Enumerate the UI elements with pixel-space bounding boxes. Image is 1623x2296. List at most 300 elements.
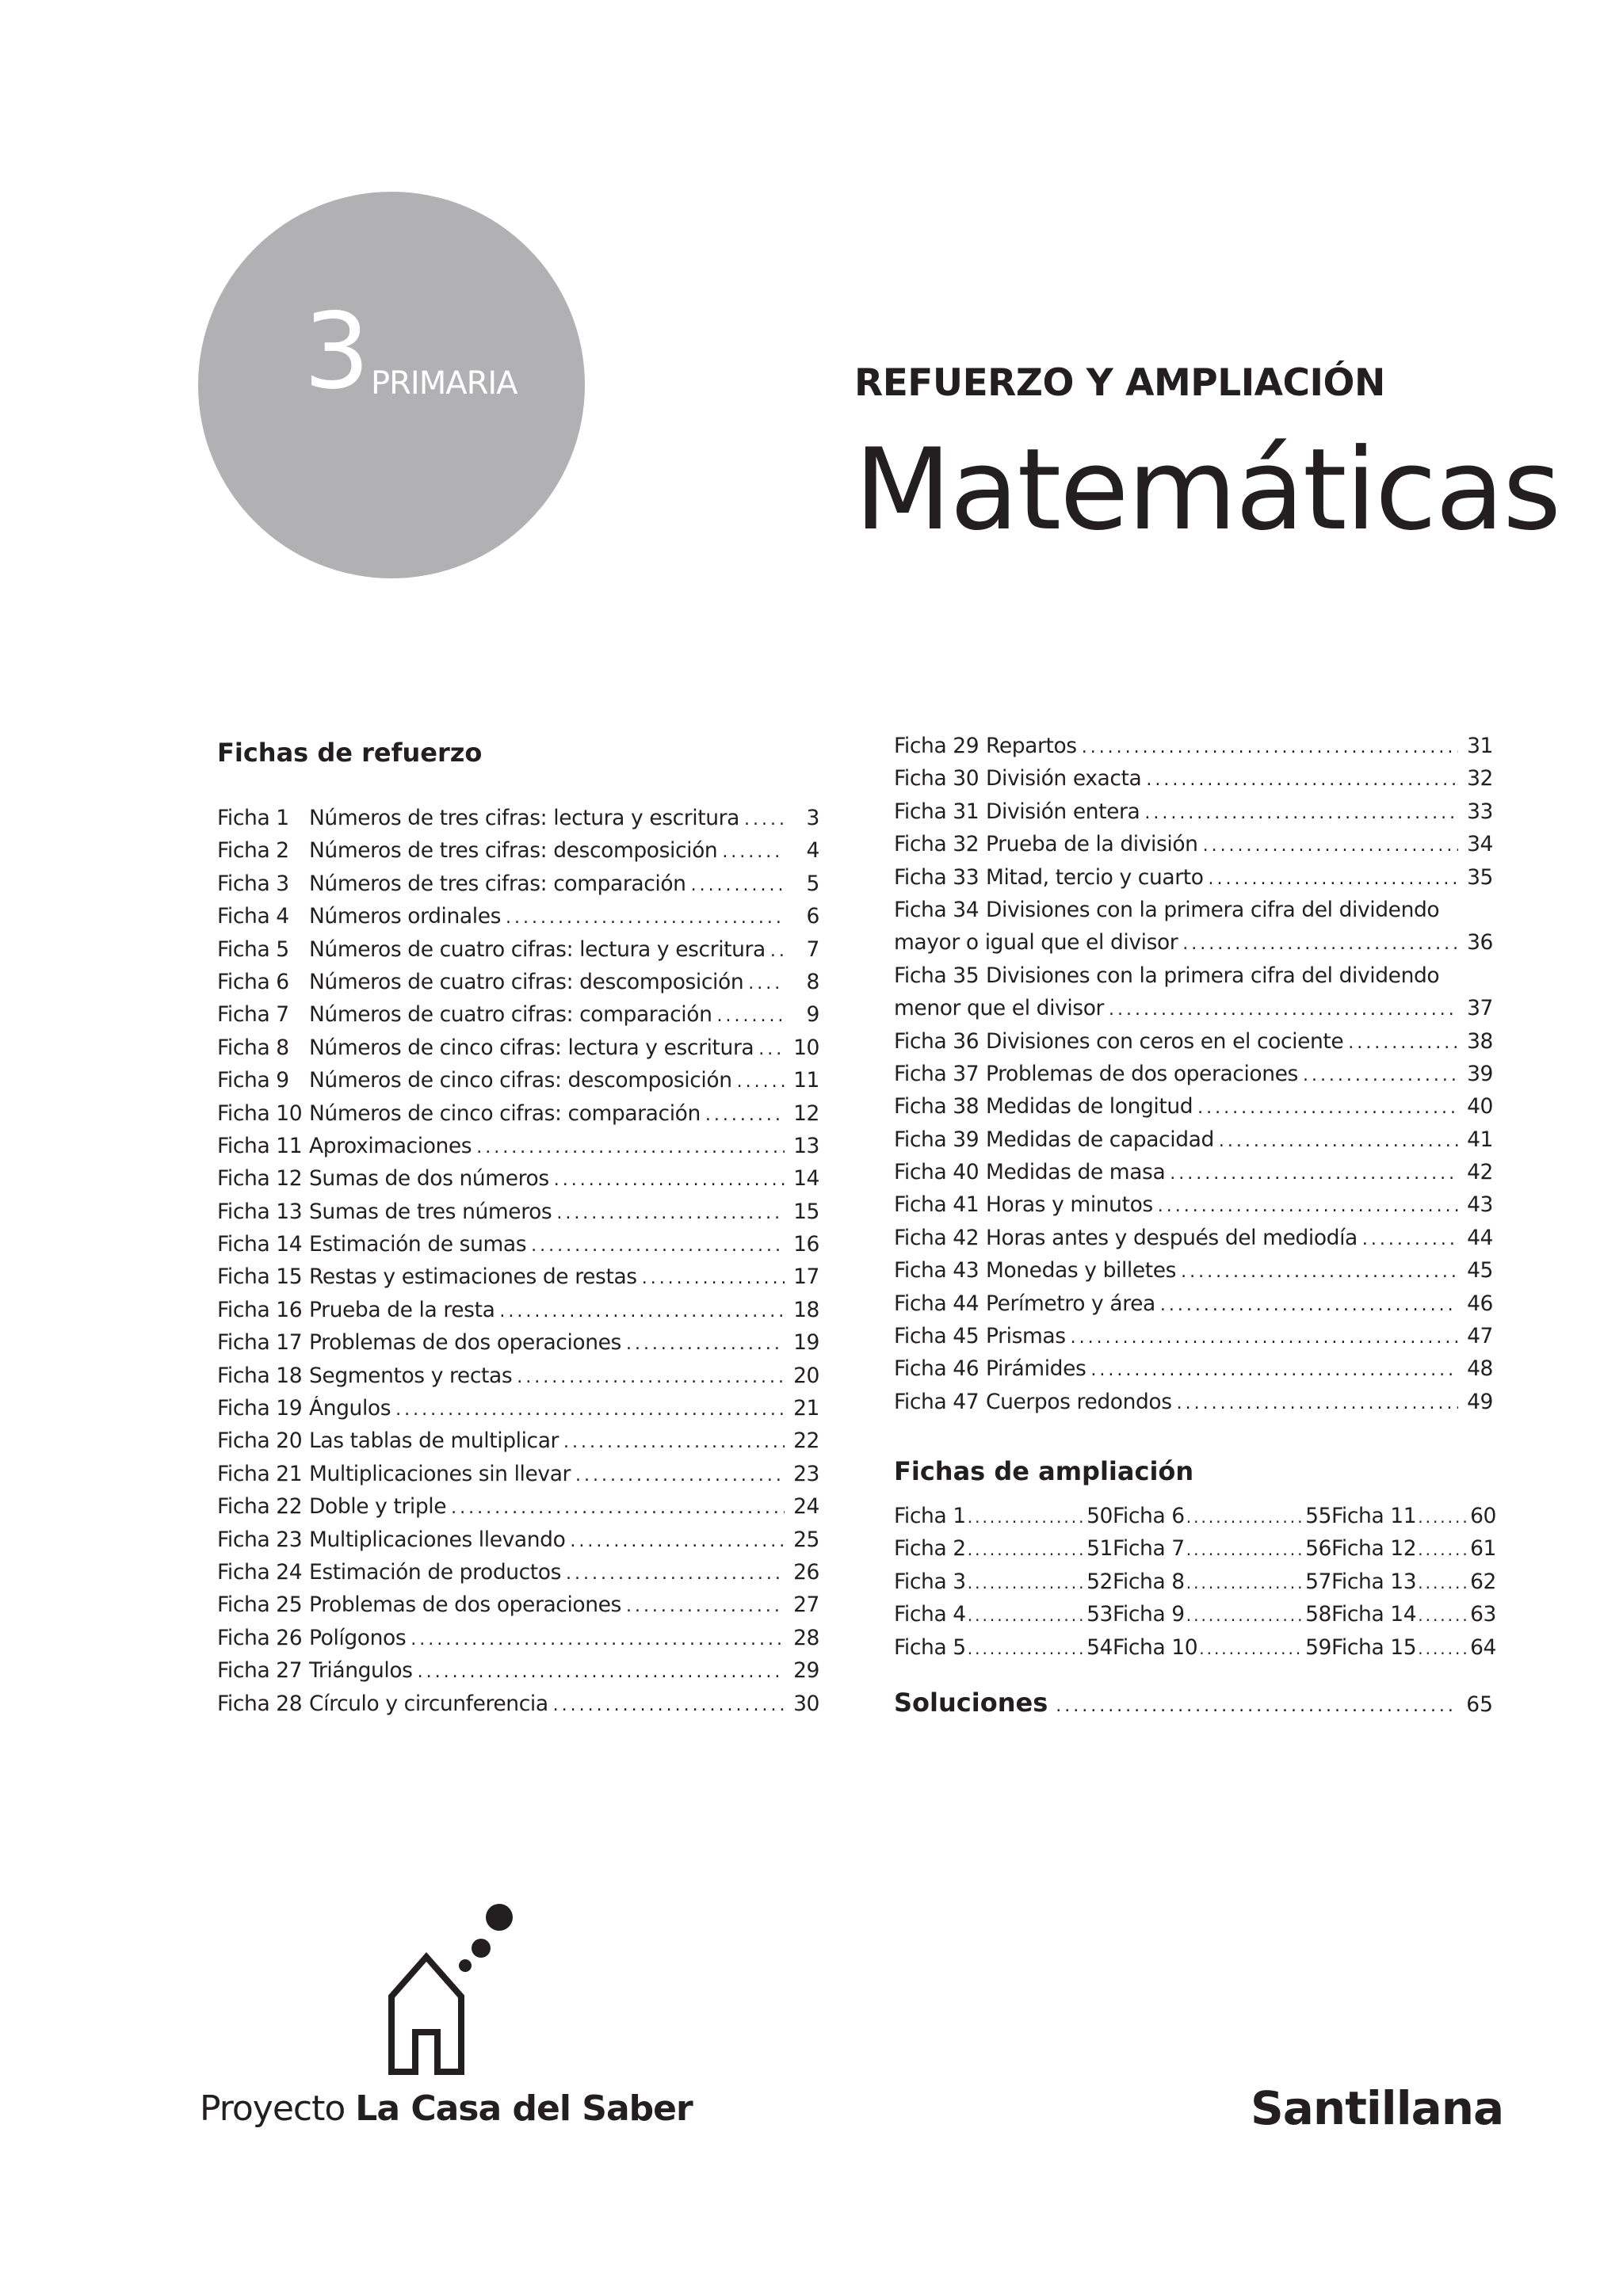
soluciones-label: Soluciones <box>894 1688 1048 1718</box>
toc-row <box>217 1166 819 1199</box>
toc-code: Ficha 7 <box>1113 1536 1185 1562</box>
toc-code: Ficha 4 <box>894 1602 966 1627</box>
leader-dots <box>1197 1639 1303 1658</box>
leader-dots <box>744 810 785 830</box>
ampliacion-item <box>894 1569 1113 1602</box>
leader-dots <box>570 1531 785 1551</box>
leader-dots <box>1182 934 1458 954</box>
toc-code: Ficha 11 <box>1331 1504 1417 1528</box>
toc-code: Ficha 16 <box>217 1297 303 1322</box>
toc-page: 56 <box>1305 1536 1331 1562</box>
leader-dots <box>1416 1606 1468 1625</box>
leader-dots <box>1056 1696 1458 1716</box>
toc-code: Ficha 3 <box>894 1569 966 1594</box>
toc-title: Números de cuatro cifras: comparación <box>309 1002 712 1028</box>
toc-page: 22 <box>793 1428 819 1454</box>
toc-code: Ficha 5 <box>217 936 289 962</box>
toc-row <box>217 1691 819 1724</box>
toc-code: Ficha 37 <box>894 1061 980 1086</box>
toc-title: Números de cuatro cifras: lectura y escritura <box>309 936 766 962</box>
toc-code: Ficha 42 <box>894 1225 980 1250</box>
toc-code: Ficha 1 <box>217 806 289 830</box>
leader-dots <box>722 842 785 862</box>
toc-page: 44 <box>1467 1225 1493 1250</box>
toc-row <box>894 1127 1493 1160</box>
toc-code: Ficha 21 <box>217 1461 303 1486</box>
soluciones-row <box>894 1688 1493 1718</box>
toc-page: 42 <box>1467 1160 1493 1185</box>
leader-dots <box>1185 1508 1303 1527</box>
toc-row <box>894 734 1493 766</box>
toc-page: 41 <box>1467 1127 1493 1152</box>
toc-code: Ficha 10 <box>1113 1634 1198 1660</box>
toc-row <box>217 1232 819 1264</box>
leader-dots <box>966 1639 1084 1658</box>
toc-page: 29 <box>793 1658 819 1684</box>
ampliacion-item <box>1331 1569 1496 1602</box>
toc-title: Mitad, tercio y cuarto <box>986 864 1204 890</box>
toc-title: Aproximaciones <box>309 1133 472 1158</box>
toc-code: Ficha 23 <box>217 1527 303 1552</box>
toc-page: 11 <box>793 1068 819 1093</box>
toc-title: Triángulos <box>309 1658 413 1684</box>
toc-code: Ficha 5 <box>894 1634 966 1660</box>
toc-row <box>217 1298 819 1330</box>
ampliacion-list <box>894 1504 1496 1668</box>
toc-code: Ficha 36 <box>894 1028 980 1054</box>
toc-code: Ficha 8 <box>1113 1569 1185 1594</box>
project-name <box>200 2088 693 2129</box>
toc-page: 9 <box>806 1002 819 1028</box>
toc-title: Números de tres cifras: lectura y escritura <box>309 806 739 830</box>
toc-row <box>217 1527 819 1560</box>
toc-code: Ficha 4 <box>217 904 289 929</box>
ampliacion-item <box>1113 1536 1331 1569</box>
toc-code: Ficha 6 <box>217 969 289 994</box>
toc-title: Divisiones con la primera cifra del dividendo <box>986 897 1440 922</box>
toc-code: Ficha 32 <box>894 832 980 857</box>
toc-code: Ficha 2 <box>217 838 289 864</box>
toc-row <box>894 799 1493 832</box>
toc-row <box>217 1363 819 1396</box>
toc-page: 25 <box>793 1527 819 1552</box>
leader-dots <box>476 1138 785 1158</box>
leader-dots <box>553 1695 785 1715</box>
toc-code: Ficha 45 <box>894 1324 980 1349</box>
toc-title: Números de cinco cifras: lectura y escritura <box>309 1035 754 1060</box>
toc-page: 59 <box>1305 1634 1331 1660</box>
ampliacion-item <box>894 1635 1113 1668</box>
toc-title: Problemas de dos operaciones <box>309 1592 621 1618</box>
toc-page: 16 <box>793 1232 819 1257</box>
toc-code: Ficha 14 <box>217 1232 303 1257</box>
toc-row <box>217 1330 819 1363</box>
toc-code: Ficha 35 <box>894 963 980 988</box>
toc-row <box>217 1494 819 1527</box>
toc-code: Ficha 47 <box>894 1389 980 1414</box>
toc-row <box>217 1396 819 1428</box>
toc-page: 5 <box>806 871 819 896</box>
toc-code: Ficha 10 <box>217 1100 303 1126</box>
toc-code: Ficha 17 <box>217 1330 303 1356</box>
toc-page: 62 <box>1470 1569 1496 1594</box>
leader-dots <box>1416 1639 1468 1658</box>
toc-code: Ficha 11 <box>217 1133 303 1158</box>
toc-row <box>217 1134 819 1166</box>
toc-code: Ficha 14 <box>1331 1602 1417 1627</box>
grade-label: PRIMARIA <box>371 365 517 402</box>
toc-title-continued: menor que el divisor <box>894 996 1105 1021</box>
ampliacion-item <box>1113 1635 1331 1668</box>
toc-code: Ficha 43 <box>894 1258 980 1283</box>
leader-dots <box>966 1508 1084 1527</box>
toc-title: Medidas de masa <box>986 1160 1166 1185</box>
toc-page: 10 <box>793 1035 819 1060</box>
toc-page: 13 <box>793 1133 819 1158</box>
ampliacion-item <box>1331 1635 1496 1668</box>
ampliacion-item <box>1331 1504 1496 1536</box>
toc-title: División entera <box>986 799 1140 824</box>
toc-title: Estimación de sumas <box>309 1232 527 1257</box>
toc-page: 38 <box>1467 1028 1493 1054</box>
toc-code: Ficha 12 <box>1331 1536 1417 1562</box>
leader-dots <box>1362 1230 1458 1249</box>
toc-code: Ficha 41 <box>894 1192 980 1218</box>
toc-code: Ficha 46 <box>894 1356 980 1382</box>
toc-code: Ficha 39 <box>894 1127 980 1152</box>
toc-page: 7 <box>806 936 819 962</box>
toc-code: Ficha 18 <box>217 1363 303 1388</box>
toc-code: Ficha 15 <box>217 1264 303 1290</box>
leader-dots <box>1185 1540 1303 1559</box>
leader-dots <box>966 1573 1084 1592</box>
leader-dots <box>966 1540 1084 1559</box>
toc-page: 40 <box>1467 1094 1493 1119</box>
toc-row <box>217 1101 819 1134</box>
toc-page: 61 <box>1470 1536 1496 1562</box>
toc-page: 12 <box>793 1100 819 1126</box>
toc-page: 55 <box>1305 1504 1331 1528</box>
leader-dots <box>1219 1131 1458 1151</box>
leader-dots <box>563 1432 785 1452</box>
toc-code: Ficha 30 <box>894 766 980 791</box>
toc-page: 17 <box>793 1264 819 1290</box>
leader-dots <box>1348 1033 1458 1053</box>
toc-page: 20 <box>793 1363 819 1388</box>
toc-title: Cuerpos redondos <box>986 1389 1172 1414</box>
house-icon <box>380 1901 523 2084</box>
toc-title: Horas y minutos <box>986 1192 1153 1218</box>
toc-code: Ficha 29 <box>894 734 980 758</box>
leader-dots <box>418 1662 785 1682</box>
toc-row <box>217 1592 819 1625</box>
toc-page: 48 <box>1467 1356 1493 1382</box>
toc-title: Números de cinco cifras: comparación <box>309 1100 701 1126</box>
toc-title: Problemas de dos operaciones <box>309 1330 621 1356</box>
leader-dots <box>1416 1508 1468 1527</box>
toc-page: 19 <box>793 1330 819 1356</box>
toc-code: Ficha 8 <box>217 1035 289 1060</box>
toc-code: Ficha 20 <box>217 1428 303 1454</box>
toc-row <box>217 1658 819 1691</box>
leader-dots <box>1416 1573 1468 1592</box>
toc-code: Ficha 33 <box>894 864 980 890</box>
leader-dots <box>1082 738 1458 757</box>
toc-page: 36 <box>1467 930 1493 955</box>
toc-row <box>217 970 819 1002</box>
toc-title: Números de cinco cifras: descomposición <box>309 1068 732 1093</box>
toc-row <box>217 1428 819 1461</box>
toc-page: 28 <box>793 1625 819 1650</box>
toc-page: 51 <box>1086 1536 1113 1562</box>
toc-row <box>217 904 819 936</box>
toc-page: 63 <box>1470 1602 1496 1627</box>
toc-row <box>217 1035 819 1068</box>
subject-title: Matemáticas <box>854 425 1560 555</box>
toc-title: Ángulos <box>309 1396 391 1421</box>
toc-page: 30 <box>793 1691 819 1716</box>
toc-title: Estimación de productos <box>309 1559 562 1585</box>
toc-title: Horas antes y después del mediodía <box>986 1225 1358 1250</box>
toc-page: 45 <box>1467 1258 1493 1283</box>
toc-title: Perímetro y área <box>986 1291 1155 1316</box>
ampliacion-item <box>1113 1569 1331 1602</box>
leader-dots <box>451 1498 785 1518</box>
leader-dots <box>411 1630 785 1650</box>
leader-dots <box>1185 1606 1303 1625</box>
toc-code: Ficha 44 <box>894 1291 980 1316</box>
toc-code: Ficha 12 <box>217 1166 303 1192</box>
toc-code: Ficha 19 <box>217 1396 303 1421</box>
grade-number: 3 <box>304 291 370 413</box>
toc-code: Ficha 34 <box>894 897 980 922</box>
toc-page: 53 <box>1086 1602 1113 1627</box>
ampliacion-title: Fichas de ampliación <box>894 1456 1194 1486</box>
leader-dots <box>1177 1394 1458 1413</box>
ampliacion-item <box>1113 1504 1331 1536</box>
toc-row <box>894 1291 1493 1324</box>
leader-dots <box>517 1367 785 1387</box>
toc-row <box>894 996 1493 1028</box>
toc-title: Sumas de dos números <box>309 1166 549 1192</box>
toc-title: Segmentos y rectas <box>309 1363 513 1388</box>
toc-page: 43 <box>1467 1192 1493 1218</box>
toc-page: 15 <box>793 1199 819 1224</box>
toc-title: Doble y triple <box>309 1494 447 1520</box>
leader-dots <box>1416 1540 1468 1559</box>
toc-title: Divisiones con ceros en el cociente <box>986 1028 1344 1054</box>
leader-dots <box>556 1203 785 1223</box>
toc-code: Ficha 13 <box>1331 1569 1417 1594</box>
toc-code: Ficha 40 <box>894 1160 980 1185</box>
leader-dots <box>966 1606 1084 1625</box>
toc-title: Divisiones con la primera cifra del dividendo <box>986 963 1440 988</box>
project-prefix: Proyecto <box>200 2088 346 2129</box>
leader-dots <box>705 1105 785 1125</box>
toc-title: Restas y estimaciones de restas <box>309 1264 637 1290</box>
toc-title: Sumas de tres números <box>309 1199 552 1224</box>
publisher-logo: Santillana <box>1251 2081 1504 2135</box>
toc-row <box>217 806 819 838</box>
leader-dots <box>531 1236 785 1256</box>
toc-page: 4 <box>806 838 819 864</box>
leader-dots <box>1144 803 1458 823</box>
toc-page: 26 <box>793 1559 819 1585</box>
toc-title: Números de tres cifras: comparación <box>309 871 686 896</box>
toc-code: Ficha 2 <box>894 1536 966 1562</box>
toc-title: Medidas de longitud <box>986 1094 1193 1119</box>
leader-dots <box>1197 1098 1458 1118</box>
toc-title: División exacta <box>986 766 1142 791</box>
toc-page: 47 <box>1467 1324 1493 1349</box>
toc-page: 37 <box>1467 996 1493 1021</box>
leader-dots <box>1109 1000 1458 1020</box>
leader-dots <box>1160 1295 1458 1315</box>
toc-page: 33 <box>1467 799 1493 824</box>
toc-row <box>894 1258 1493 1291</box>
leader-dots <box>1209 869 1458 889</box>
ampliacion-item <box>1331 1602 1496 1634</box>
toc-page: 8 <box>806 969 819 994</box>
toc-row <box>894 1356 1493 1389</box>
leader-dots <box>716 1006 785 1026</box>
toc-code: Ficha 6 <box>1113 1504 1185 1528</box>
toc-row <box>217 1002 819 1035</box>
toc-page: 64 <box>1470 1634 1496 1660</box>
toc-code: Ficha 9 <box>1113 1602 1185 1627</box>
toc-row <box>217 1560 819 1592</box>
toc-title: Multiplicaciones sin llevar <box>309 1461 571 1486</box>
toc-row <box>894 865 1493 898</box>
toc-page: 54 <box>1086 1634 1113 1660</box>
toc-row <box>217 1626 819 1658</box>
leader-dots <box>1185 1573 1303 1592</box>
leader-dots <box>748 974 785 994</box>
toc-page: 18 <box>793 1297 819 1322</box>
leader-dots <box>506 908 785 928</box>
toc-title: Números de cuatro cifras: descomposición <box>309 969 744 994</box>
toc-row <box>217 1068 819 1100</box>
toc-row <box>894 963 1493 996</box>
toc-title: Polígonos <box>309 1625 407 1650</box>
toc-row <box>894 1029 1493 1062</box>
toc-title: Pirámides <box>986 1356 1086 1382</box>
toc-page: 57 <box>1305 1569 1331 1594</box>
toc-page: 31 <box>1467 734 1493 758</box>
toc-row <box>894 1192 1493 1225</box>
toc-page: 49 <box>1467 1389 1493 1414</box>
toc-row <box>217 1462 819 1494</box>
toc-title: Prueba de la resta <box>309 1297 495 1322</box>
leader-dots <box>737 1072 785 1092</box>
toc-page: 24 <box>793 1494 819 1520</box>
toc-row <box>894 1390 1493 1422</box>
toc-code: Ficha 25 <box>217 1592 303 1618</box>
toc-row <box>894 898 1493 930</box>
leader-dots <box>1090 1360 1458 1380</box>
leader-dots <box>770 941 785 961</box>
toc-title: Problemas de dos operaciones <box>986 1061 1298 1086</box>
toc-row <box>894 1324 1493 1356</box>
leader-dots <box>1203 836 1458 856</box>
toc-page: 58 <box>1305 1602 1331 1627</box>
toc-title: Monedas y billetes <box>986 1258 1177 1283</box>
toc-code: Ficha 1 <box>894 1504 966 1528</box>
toc-page: 52 <box>1086 1569 1113 1594</box>
toc-page: 32 <box>1467 766 1493 791</box>
toc-code: Ficha 7 <box>217 1002 289 1028</box>
ampliacion-item <box>894 1504 1113 1536</box>
toc-title: Multiplicaciones llevando <box>309 1527 566 1552</box>
leader-dots <box>575 1466 785 1486</box>
ampliacion-item <box>894 1536 1113 1569</box>
toc-row <box>894 832 1493 864</box>
toc-row <box>217 838 819 871</box>
toc-code: Ficha 22 <box>217 1494 303 1520</box>
toc-title: Prismas <box>986 1324 1066 1349</box>
leader-dots <box>626 1596 785 1616</box>
leader-dots <box>499 1302 785 1322</box>
refuerzo-list <box>217 806 819 1724</box>
leader-dots <box>566 1564 785 1584</box>
leader-dots <box>691 875 785 895</box>
toc-title: Las tablas de multiplicar <box>309 1428 559 1454</box>
toc-title: Medidas de capacidad <box>986 1127 1214 1152</box>
leader-dots <box>1303 1066 1458 1085</box>
toc-row <box>894 1226 1493 1258</box>
leader-dots <box>395 1400 785 1420</box>
toc-code: Ficha 28 <box>217 1691 303 1716</box>
toc-code: Ficha 13 <box>217 1199 303 1224</box>
leader-dots <box>1181 1262 1458 1282</box>
leader-dots <box>1146 770 1458 790</box>
toc-title: Números ordinales <box>309 904 502 929</box>
refuerzo-list-continued <box>894 734 1493 1422</box>
leader-dots <box>554 1170 785 1190</box>
toc-title-continued: mayor o igual que el divisor <box>894 930 1178 955</box>
toc-page: 14 <box>793 1166 819 1192</box>
toc-row <box>217 871 819 904</box>
toc-row <box>894 1094 1493 1127</box>
leader-dots <box>1158 1196 1458 1216</box>
toc-row <box>894 766 1493 799</box>
toc-code: Ficha 24 <box>217 1559 303 1585</box>
toc-code: Ficha 15 <box>1331 1634 1417 1660</box>
leader-dots <box>626 1334 785 1354</box>
soluciones-page: 65 <box>1466 1692 1493 1717</box>
series-title: REFUERZO Y AMPLIACIÓN <box>854 361 1385 405</box>
toc-page: 35 <box>1467 864 1493 890</box>
toc-code: Ficha 38 <box>894 1094 980 1119</box>
toc-title: Repartos <box>986 734 1077 758</box>
toc-page: 21 <box>793 1396 819 1421</box>
toc-row <box>217 1199 819 1232</box>
toc-page: 3 <box>806 806 819 830</box>
toc-title: Círculo y circunferencia <box>309 1691 548 1716</box>
toc-code: Ficha 9 <box>217 1068 289 1093</box>
leader-dots <box>758 1039 785 1059</box>
toc-row <box>894 1160 1493 1192</box>
ampliacion-item <box>894 1602 1113 1634</box>
leader-dots <box>1170 1164 1458 1184</box>
leader-dots <box>642 1268 785 1288</box>
toc-title: Prueba de la división <box>986 832 1198 857</box>
toc-code: Ficha 27 <box>217 1658 303 1684</box>
refuerzo-title: Fichas de refuerzo <box>217 738 483 768</box>
toc-page: 27 <box>793 1592 819 1618</box>
project-brand: La Casa del Saber <box>355 2088 693 2129</box>
toc-row <box>894 930 1493 963</box>
